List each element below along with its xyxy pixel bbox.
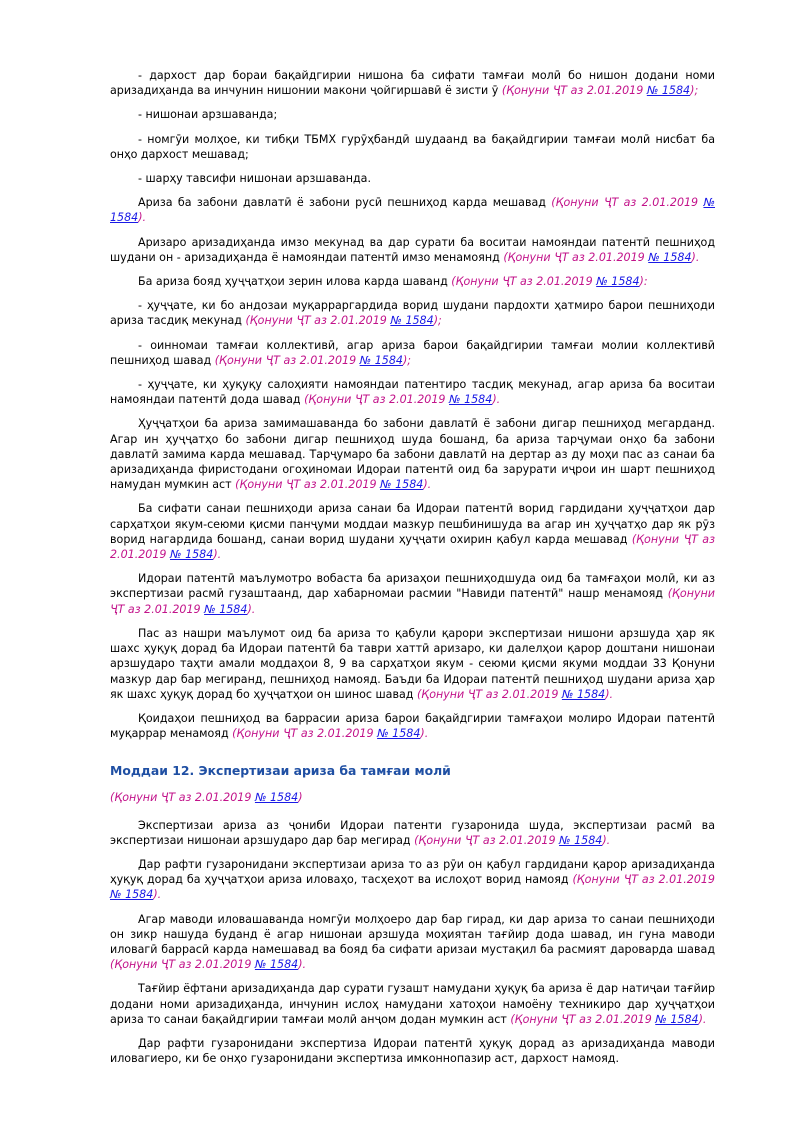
citation-close-paren: ). <box>698 1012 707 1026</box>
paragraph-text: - ҳуҷҷате, ки ҳуқуқу салоҳияти намояндаи патентиро тасдиқ мекунад, агар ариза ба воситаи намояндаи патентӣ дода шавад <box>110 378 715 407</box>
citation-close-paren: ). <box>691 250 700 264</box>
list-item-paragraph <box>110 338 715 368</box>
body-paragraph <box>110 416 715 492</box>
law-reference-number[interactable]: № 1584 <box>254 958 299 972</box>
law-reference-number[interactable]: № 1584 <box>449 393 493 407</box>
amendment-citation-text: (Қонуни ҶТ аз 2.01.2019 <box>214 353 360 367</box>
list-item-paragraph <box>110 68 715 98</box>
amendment-citation-text: (Қонуни ҶТ аз 2.01.2019 <box>510 1012 656 1026</box>
paragraph-text: - нишонаи арзшаванда; <box>138 108 278 122</box>
law-reference-number[interactable]: № 1584 <box>390 314 434 328</box>
body-paragraph <box>110 195 715 225</box>
amendment-citation-text: (Қонуни ҶТ аз 2.01.2019 <box>110 532 715 562</box>
citation-close-paren: ). <box>138 211 147 225</box>
law-reference-number[interactable]: № 1584 <box>559 833 603 847</box>
body-paragraph <box>110 857 715 903</box>
law-reference-number[interactable]: № 1584 <box>170 548 214 562</box>
list-item-paragraph <box>110 107 715 122</box>
citation-close-paren: ). <box>420 727 429 741</box>
citation-close-paren: ) <box>298 791 303 805</box>
paragraph-text: Экспертизаи ариза аз ҷониби Идораи патенти гузаронида шуда, экспертизаи расмӣ ва экспертизаи нишонаи арзшударо дар бар мегирад <box>110 818 715 847</box>
citation-close-paren: ). <box>247 602 256 616</box>
citation-close-paren: ); <box>402 353 412 367</box>
citation-close-paren: ). <box>213 548 222 562</box>
amendment-citation-text: (Қонуни ҶТ аз 2.01.2019 <box>235 478 381 492</box>
paragraph-text: Ба сифати санаи пешниҳоди ариза санаи ба Идораи патентӣ ворид гардидани ҳуҷҷатҳои дар сарҳатҳои якум-сеюми қисми панҷуми моддаи мазкур пешбинишуда ва агар ин ҳуҷҷатҳо дар як рӯз ворид нагардида бошанд, санаи ворид шудани ҳуҷҷати охирин қабул карда мешавад <box>110 502 715 546</box>
amendment-citation-text: (Қонуни ҶТ аз 2.01.2019 <box>110 587 715 616</box>
paragraph-text: Ариза ба забони давлатӣ ё забони русӣ пешниҳод карда мешавад <box>138 196 552 210</box>
body-paragraph <box>110 1036 715 1066</box>
amendment-citation-text: (Қонуни ҶТ аз 2.01.2019 <box>414 833 560 847</box>
citation-close-paren: ); <box>690 84 699 98</box>
paragraph-group-before-heading <box>110 68 715 741</box>
law-reference-number[interactable]: № 1584 <box>110 196 715 225</box>
paragraph-text: - ҳуҷҷате, ки бо андозаи муқарраргардида ворид шудани пардохти ҳатмиро барои пешниҳоди ариза тасдиқ мекунад <box>110 299 715 328</box>
law-reference-number[interactable]: № 1584 <box>377 727 421 741</box>
amendment-citation-text: (Қонуни ҶТ аз 2.01.2019 <box>232 727 378 741</box>
paragraph-text: Тағйир ёфтани аризадиҳанда дар сурати гузашт намудани ҳуқуқ ба ариза ё дар натиҷаи тағйир додани номи аризадиҳанда, инчунин ислоҳ намудани хатоҳои намоёну техникиро дар ҳуҷҷатҳои ариза то санаи бақайдгирии тамғаи молӣ анҷом додан мумкин аст <box>110 982 715 1026</box>
law-reference-number[interactable]: № 1584 <box>646 84 691 98</box>
paragraph-text: Аризаро аризадиҳанда имзо мекунад ва дар сурати ба воситаи намояндаи патентӣ пешниҳод шудани он - аризадиҳанда ё намояндаи патентӣ имзо менамоянд <box>110 235 715 264</box>
citation-close-paren: ). <box>602 833 611 847</box>
amendment-citation-text: (Қонуни ҶТ аз 2.01.2019 <box>451 275 597 289</box>
law-reference-number[interactable]: № 1584 <box>204 602 248 616</box>
amendment-citation-text: (Қонуни ҶТ аз 2.01.2019 <box>572 873 715 887</box>
document-body <box>110 68 715 1066</box>
amendment-citation-text: (Қонуни ҶТ аз 2.01.2019 <box>551 196 704 210</box>
citation-close-paren: ). <box>492 393 501 407</box>
body-paragraph <box>110 912 715 973</box>
paragraph-text: Агар маводи иловашаванда номгӯи молҳоеро дар бар гирад, ки дар ариза то санаи пешниҳоди он зикр нашуда буданд ё агар нишонаи арзшуда моҳиятан тағйир дода шавад, ин гуна маводи иловагӣ баррасӣ карда намешавад ва бояд ба сифати аризаи мустақил ба расмият дароварда шавад <box>110 912 715 956</box>
paragraph-text: Ба ариза бояд ҳуҷҷатҳои зерин илова карда шаванд <box>138 275 452 289</box>
paragraph-text: - оинномаи тамғаи коллективӣ, агар ариза барои бақайдгирии тамғаи молии коллективӣ пешниҳод шавад <box>110 338 715 367</box>
citation-close-paren: ). <box>423 478 432 492</box>
amendment-citation-text: (Қонуни ҶТ аз 2.01.2019 <box>245 314 391 328</box>
law-reference-number[interactable]: № 1584 <box>655 1012 699 1026</box>
list-item-paragraph <box>110 377 715 407</box>
list-item-paragraph <box>110 132 715 162</box>
paragraph-text: Ҳуҷҷатҳои ба ариза замимашаванда бо забони давлатӣ ё забони дигар пешниҳод мегарданд. Агар ин ҳуҷҷатҳо бо забони дигар пешниҳод шуда бошанд, ба ариза тарҷумаи онҳо ба забони давлатӣ замима карда мешавад. Тарҷумаро ба забони давлатӣ на дертар аз ду моҳи пас аз санаи ба аризадиҳанда фиристодани огоҳиномаи Идораи патентӣ оид ба зарурати иҷрои ин шарт пешниҳод намудан мумкин аст <box>110 417 715 492</box>
paragraph-text: Қоидаҳои пешниҳод ва баррасии ариза барои бақайдгирии тамғаҳои молиро Идораи патентӣ муқаррар менамояд <box>110 711 715 741</box>
body-paragraph <box>110 818 715 848</box>
amendment-citation-text: (Қонуни ҶТ аз 2.01.2019 <box>501 84 647 98</box>
list-item-paragraph <box>110 298 715 328</box>
body-paragraph <box>110 981 715 1027</box>
paragraph-group-after-heading <box>110 818 715 1067</box>
body-paragraph <box>110 235 715 265</box>
body-paragraph <box>110 571 715 617</box>
amendment-citation-text: (Қонуни ҶТ аз 2.01.2019 <box>503 250 649 264</box>
citation-close-paren: ). <box>298 958 307 972</box>
amendment-citation-text: (Қонуни ҶТ аз 2.01.2019 <box>304 393 449 407</box>
law-reference-number[interactable]: № 1584 <box>648 250 692 264</box>
citation-close-paren: ): <box>639 275 648 289</box>
paragraph-text: Пас аз нашри маълумот оид ба ариза то қабули қарори экспертизаи нишони арзшуда ҳар як шахс ҳуқуқ дорад ба Идораи патентӣ ба таври хаттӣ аризаро, ки далелҳои қарор доштани нишонаи арзшударо таҳти амали моддаҳои 8, 9 ва сарҳатҳои якум - сеюми қисми якуми моддаи 33 Қонуни мазкур дар бар мегиранд, пешниҳод намояд. Баъди ба Идораи патентӣ пешниҳод шудани ариза ҳар як шахс ҳуқуқ дорад бо ҳуҷҷатҳои он шинос шавад <box>110 626 715 701</box>
amendment-citation-text: (Қонуни ҶТ аз 2.01.2019 <box>110 791 252 805</box>
body-paragraph <box>110 501 715 562</box>
body-paragraph <box>110 626 715 702</box>
paragraph-text: Дар рафти гузаронидани экспертиза Идораи патентӣ ҳуқуқ дорад аз аризадиҳанда маводи иловагиеро, ки бе онҳо гузаронидани экспертиза имконнопазир аст, дархост намояд. <box>110 1036 715 1066</box>
body-paragraph <box>110 274 715 289</box>
paragraph-text: Дар рафти гузаронидани экспертизаи ариза то аз рӯи он қабул гардидани қарор аризадиҳанда ҳуқуқ дорад ба ҳуҷҷатҳои ариза иловаҳо, тасҳеҳот ва ислоҳот ворид намояд <box>110 857 715 887</box>
body-paragraph <box>110 711 715 741</box>
paragraph-text: - дархост дар бораи бақайдгирии нишона ба сифати тамғаи молӣ бо нишон додани номи аризадиҳанда ва инчунин нишонии макони ҷойгиршавӣ ё зисти ӯ <box>110 69 715 98</box>
paragraph-text: Идораи патентӣ маълумотро вобаста ба аризаҳои пешниҳодшуда оид ба тамғаҳои молӣ, ки аз экспертизаи расмӣ гузаштаанд, дар хабарномаи расмии "Навиди патентӣ" нашр менамояд <box>110 572 715 601</box>
law-reference-number[interactable]: № 1584 <box>596 275 640 289</box>
amendment-citation-text: (Қонуни ҶТ аз 2.01.2019 <box>110 958 255 972</box>
law-reference-number[interactable]: № 1584 <box>110 888 154 902</box>
citation-close-paren: ). <box>153 888 162 902</box>
section-heading-citation <box>110 790 715 805</box>
paragraph-text: - шарҳу тавсифи нишонаи арзшаванда. <box>138 172 371 186</box>
section-heading: Моддаи 12. Экспертизаи ариза ба тамғаи молӣ <box>110 763 451 779</box>
paragraph-text: - номгӯи молҳое, ки тибқи ТБМХ гурӯҳбандӣ шудаанд ва бақайдгирии тамғаи молӣ нисбат ба онҳо дархост мешавад; <box>110 132 715 161</box>
list-item-paragraph <box>110 171 715 186</box>
law-reference-number[interactable]: № 1584 <box>380 478 424 492</box>
citation-close-paren: ). <box>605 687 614 701</box>
law-reference-number[interactable]: № 1584 <box>359 353 403 367</box>
law-reference-number[interactable]: № 1584 <box>254 791 299 805</box>
citation-close-paren: ); <box>433 314 442 328</box>
law-reference-number[interactable]: № 1584 <box>561 687 606 701</box>
amendment-citation-text: (Қонуни ҶТ аз 2.01.2019 <box>416 687 562 701</box>
